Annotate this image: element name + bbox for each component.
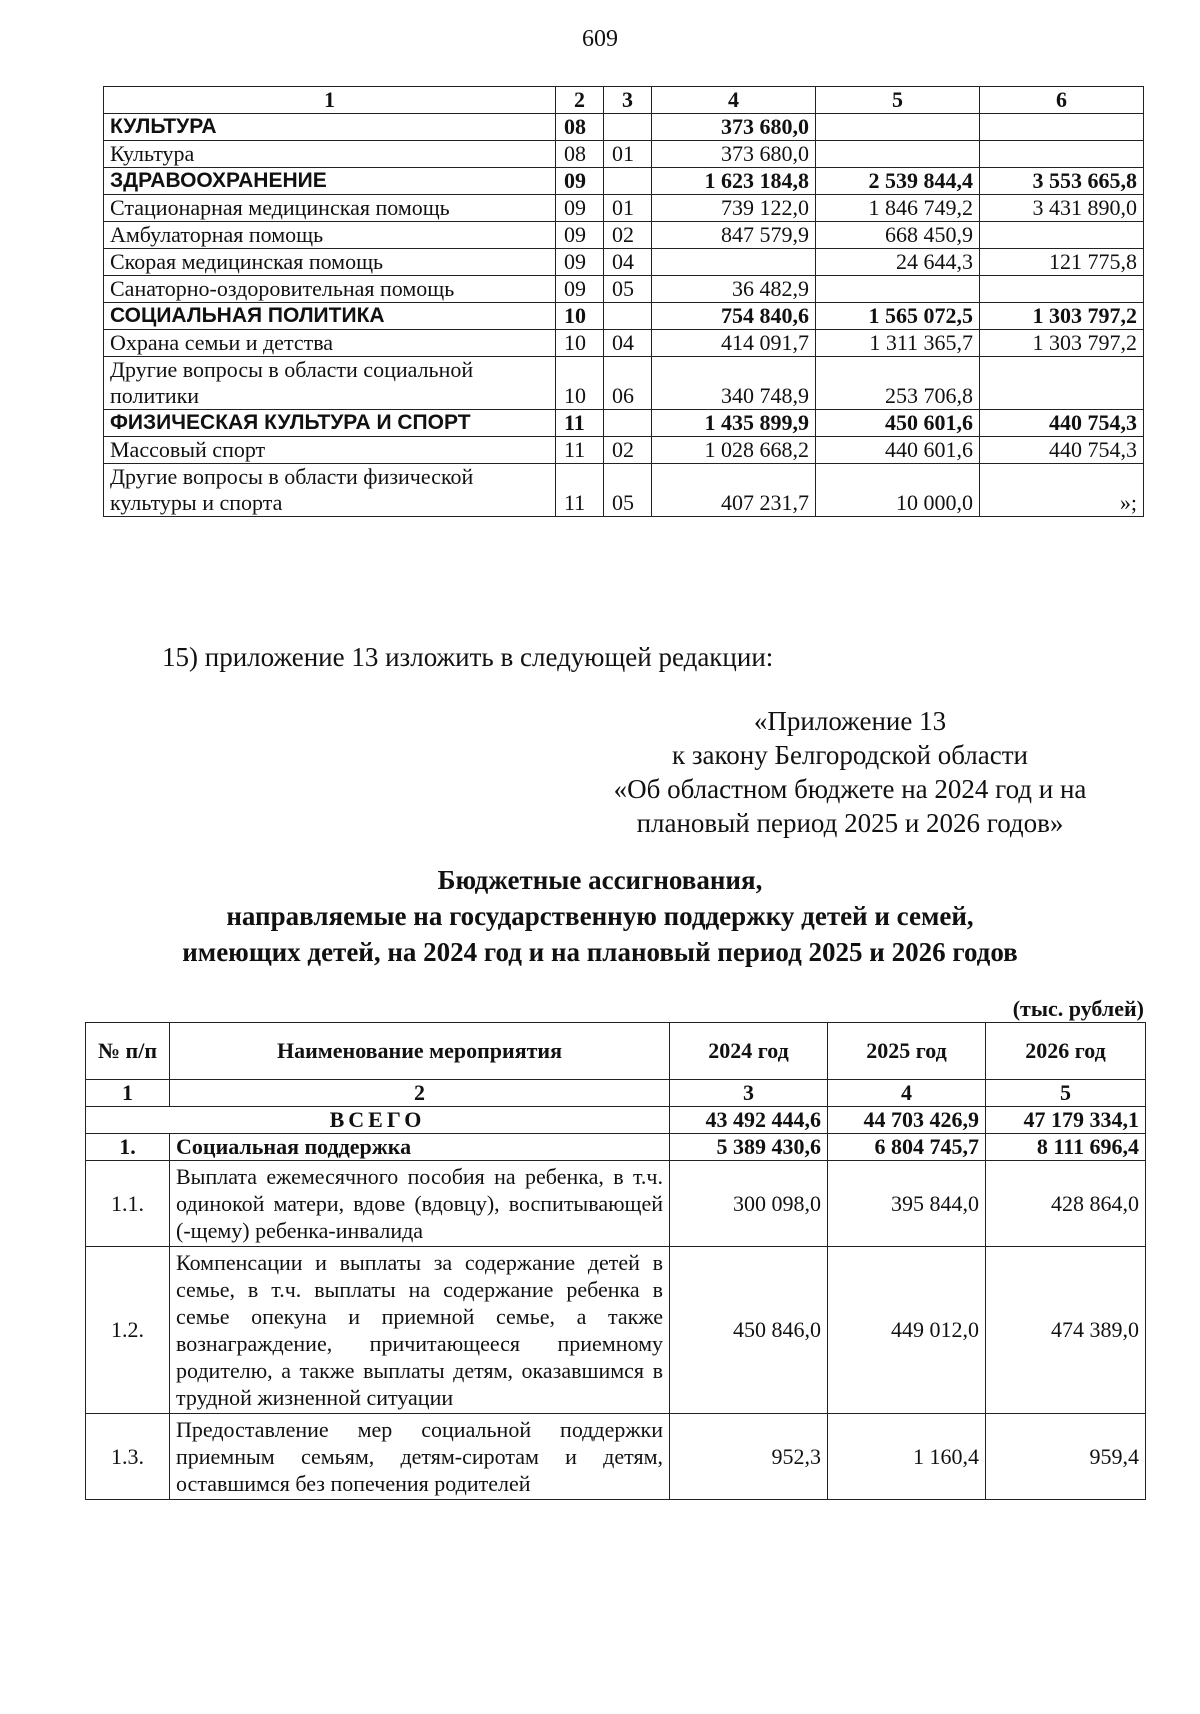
row-subsection-code: 04 xyxy=(604,330,652,357)
item-name: Выплата ежемесячного пособия на ребенка, в т.ч. одинокой матери, вдове (вдовцу), воспитывающей (-щему) ребенка-инвалида xyxy=(170,1161,670,1247)
table-row xyxy=(86,1161,1146,1247)
table-row xyxy=(104,303,1144,330)
row-value-2025: 1 846 749,2 xyxy=(816,195,980,222)
units-label: (тыс. рублей) xyxy=(1012,996,1144,1021)
page-number: 609 xyxy=(582,26,618,52)
column-number: 4 xyxy=(652,87,816,114)
column-number: 6 xyxy=(980,87,1144,114)
row-subsection-code: 02 xyxy=(604,437,652,464)
section-2026: 8 111 696,4 xyxy=(986,1134,1146,1161)
row-section-code: 09 xyxy=(556,195,604,222)
column-number: 3 xyxy=(604,87,652,114)
row-value-2025 xyxy=(816,114,980,141)
column-number: 5 xyxy=(816,87,980,114)
title-line: имеющих детей, на 2024 год и на плановый период 2025 и 2026 годов xyxy=(182,937,1018,967)
row-subsection-code xyxy=(604,114,652,141)
row-value-2026 xyxy=(980,141,1144,168)
column-number: 2 xyxy=(170,1080,670,1107)
row-value-2024: 373 680,0 xyxy=(652,114,816,141)
header-2025: 2025 год xyxy=(828,1023,986,1080)
row-name: Массовый спорт xyxy=(104,437,556,464)
row-name: Культура xyxy=(104,141,556,168)
column-number: 2 xyxy=(556,87,604,114)
table-header-row xyxy=(104,87,1144,114)
row-value-2024: 739 122,0 xyxy=(652,195,816,222)
row-value-2025: 668 450,9 xyxy=(816,222,980,249)
section-2024: 5 389 430,6 xyxy=(670,1134,828,1161)
item-value-2026: 959,4 xyxy=(986,1414,1146,1500)
table-row xyxy=(104,276,1144,303)
item-number: 1.2. xyxy=(86,1247,170,1414)
row-value-2026 xyxy=(980,222,1144,249)
annex-line: «Приложение 13 xyxy=(753,706,947,736)
row-value-2025 xyxy=(816,276,980,303)
budget-table-support xyxy=(85,1022,1146,1500)
row-value-2026: 1 303 797,2 xyxy=(980,330,1144,357)
table-row xyxy=(104,410,1144,437)
row-subsection-code: 05 xyxy=(604,464,652,517)
total-2026: 47 179 334,1 xyxy=(986,1107,1146,1134)
row-value-2025: 253 706,8 xyxy=(816,357,980,410)
header-num: № п/п xyxy=(86,1023,170,1080)
row-section-code: 11 xyxy=(556,437,604,464)
row-value-2026: 440 754,3 xyxy=(980,410,1144,437)
row-value-2026 xyxy=(980,276,1144,303)
table-row xyxy=(104,114,1144,141)
title-line: Бюджетные ассигнования, xyxy=(437,865,763,895)
row-section-code: 10 xyxy=(556,357,604,410)
item-value-2025: 449 012,0 xyxy=(828,1247,986,1414)
row-section-code: 11 xyxy=(556,410,604,437)
budget-table-sections xyxy=(103,86,1144,517)
row-name: ЗДРАВООХРАНЕНИЕ xyxy=(104,168,556,195)
row-value-2026: 3 553 665,8 xyxy=(980,168,1144,195)
row-value-2026 xyxy=(980,357,1144,410)
row-name: Стационарная медицинская помощь xyxy=(104,195,556,222)
row-name: ФИЗИЧЕСКАЯ КУЛЬТУРА И СПОРТ xyxy=(104,410,556,437)
table-row xyxy=(104,168,1144,195)
row-section-code: 08 xyxy=(556,114,604,141)
amendment-item-15: 15) приложение 13 изложить в следующей редакции: xyxy=(162,642,774,672)
column-number: 3 xyxy=(670,1080,828,1107)
section-row xyxy=(86,1134,1146,1161)
column-number: 5 xyxy=(986,1080,1146,1107)
column-number: 4 xyxy=(828,1080,986,1107)
table-row xyxy=(104,437,1144,464)
item-value-2026: 428 864,0 xyxy=(986,1161,1146,1247)
table-row xyxy=(104,357,1144,410)
header-name: Наименование мероприятия xyxy=(170,1023,670,1080)
row-value-2026: »; xyxy=(980,464,1144,517)
item-number: 1.1. xyxy=(86,1161,170,1247)
row-value-2024: 373 680,0 xyxy=(652,141,816,168)
row-value-2025: 24 644,3 xyxy=(816,249,980,276)
row-value-2025: 450 601,6 xyxy=(816,410,980,437)
item-value-2024: 450 846,0 xyxy=(670,1247,828,1414)
row-name: Другие вопросы в области социальной политики xyxy=(104,357,556,410)
total-2025: 44 703 426,9 xyxy=(828,1107,986,1134)
row-value-2025: 10 000,0 xyxy=(816,464,980,517)
table-row xyxy=(104,464,1144,517)
section-2025: 6 804 745,7 xyxy=(828,1134,986,1161)
row-subsection-code: 01 xyxy=(604,141,652,168)
row-subsection-code xyxy=(604,303,652,330)
document-title xyxy=(0,862,1200,970)
row-name: Другие вопросы в области физической культуры и спорта xyxy=(104,464,556,517)
row-value-2024 xyxy=(652,249,816,276)
row-name: Охрана семьи и детства xyxy=(104,330,556,357)
item-name: Компенсации и выплаты за содержание детей в семье, в т.ч. выплаты на содержание ребенка в семье опекуна и приемной семье, а также вознаграждение, причитающееся приемному родителю, а также выплаты детям, оказавшимся в трудной жизненной ситуации xyxy=(170,1247,670,1414)
header-2024: 2024 год xyxy=(670,1023,828,1080)
row-value-2025 xyxy=(816,141,980,168)
row-section-code: 09 xyxy=(556,168,604,195)
row-value-2026: 121 775,8 xyxy=(980,249,1144,276)
row-section-code: 10 xyxy=(556,303,604,330)
row-value-2026: 3 431 890,0 xyxy=(980,195,1144,222)
row-subsection-code: 01 xyxy=(604,195,652,222)
row-subsection-code: 06 xyxy=(604,357,652,410)
row-section-code: 11 xyxy=(556,464,604,517)
annex-line: плановый период 2025 и 2026 годов» xyxy=(636,808,1064,838)
table-row xyxy=(104,249,1144,276)
item-value-2025: 395 844,0 xyxy=(828,1161,986,1247)
row-value-2024: 407 231,7 xyxy=(652,464,816,517)
annex-line: к закону Белгородской области xyxy=(672,740,1028,770)
row-name: Амбулаторная помощь xyxy=(104,222,556,249)
column-number: 1 xyxy=(86,1080,170,1107)
row-section-code: 09 xyxy=(556,276,604,303)
item-value-2026: 474 389,0 xyxy=(986,1247,1146,1414)
row-value-2026 xyxy=(980,114,1144,141)
table-header-row xyxy=(86,1023,1146,1080)
item-value-2024: 300 098,0 xyxy=(670,1161,828,1247)
row-value-2024: 754 840,6 xyxy=(652,303,816,330)
row-value-2025: 2 539 844,4 xyxy=(816,168,980,195)
total-row xyxy=(86,1107,1146,1134)
row-value-2025: 1 311 365,7 xyxy=(816,330,980,357)
row-subsection-code xyxy=(604,410,652,437)
row-section-code: 09 xyxy=(556,249,604,276)
annex-line: «Об областном бюджете на 2024 год и на xyxy=(613,774,1087,804)
row-section-code: 10 xyxy=(556,330,604,357)
row-value-2024: 1 623 184,8 xyxy=(652,168,816,195)
column-numbers-row xyxy=(86,1080,1146,1107)
section-name: Социальная поддержка xyxy=(170,1134,670,1161)
row-name: СОЦИАЛЬНАЯ ПОЛИТИКА xyxy=(104,303,556,330)
row-value-2024: 847 579,9 xyxy=(652,222,816,249)
row-subsection-code: 02 xyxy=(604,222,652,249)
table-row xyxy=(104,330,1144,357)
item-name: Предоставление мер социальной поддержки приемным семьям, детям-сиротам и детям, оставшимся без попечения родителей xyxy=(170,1414,670,1500)
row-value-2026: 440 754,3 xyxy=(980,437,1144,464)
item-value-2025: 1 160,4 xyxy=(828,1414,986,1500)
table-row xyxy=(104,222,1144,249)
row-value-2026: 1 303 797,2 xyxy=(980,303,1144,330)
column-number: 1 xyxy=(104,87,556,114)
row-section-code: 08 xyxy=(556,141,604,168)
total-2024: 43 492 444,6 xyxy=(670,1107,828,1134)
row-section-code: 09 xyxy=(556,222,604,249)
title-line: направляемые на государственную поддержку детей и семей, xyxy=(226,901,974,931)
row-name: Санаторно-оздоровительная помощь xyxy=(104,276,556,303)
table-row xyxy=(104,141,1144,168)
header-2026: 2026 год xyxy=(986,1023,1146,1080)
row-name: Скорая медицинская помощь xyxy=(104,249,556,276)
row-value-2024: 1 435 899,9 xyxy=(652,410,816,437)
row-name: КУЛЬТУРА xyxy=(104,114,556,141)
row-value-2024: 1 028 668,2 xyxy=(652,437,816,464)
row-subsection-code: 04 xyxy=(604,249,652,276)
table-row xyxy=(86,1414,1146,1500)
section-number: 1. xyxy=(86,1134,170,1161)
row-value-2024: 414 091,7 xyxy=(652,330,816,357)
annex-heading xyxy=(560,704,1140,840)
table-row xyxy=(86,1247,1146,1414)
row-value-2024: 340 748,9 xyxy=(652,357,816,410)
row-value-2025: 440 601,6 xyxy=(816,437,980,464)
row-subsection-code: 05 xyxy=(604,276,652,303)
item-number: 1.3. xyxy=(86,1414,170,1500)
table-row xyxy=(104,195,1144,222)
row-subsection-code xyxy=(604,168,652,195)
row-value-2025: 1 565 072,5 xyxy=(816,303,980,330)
row-value-2024: 36 482,9 xyxy=(652,276,816,303)
item-value-2024: 952,3 xyxy=(670,1414,828,1500)
total-label: ВСЕГО xyxy=(86,1107,670,1134)
